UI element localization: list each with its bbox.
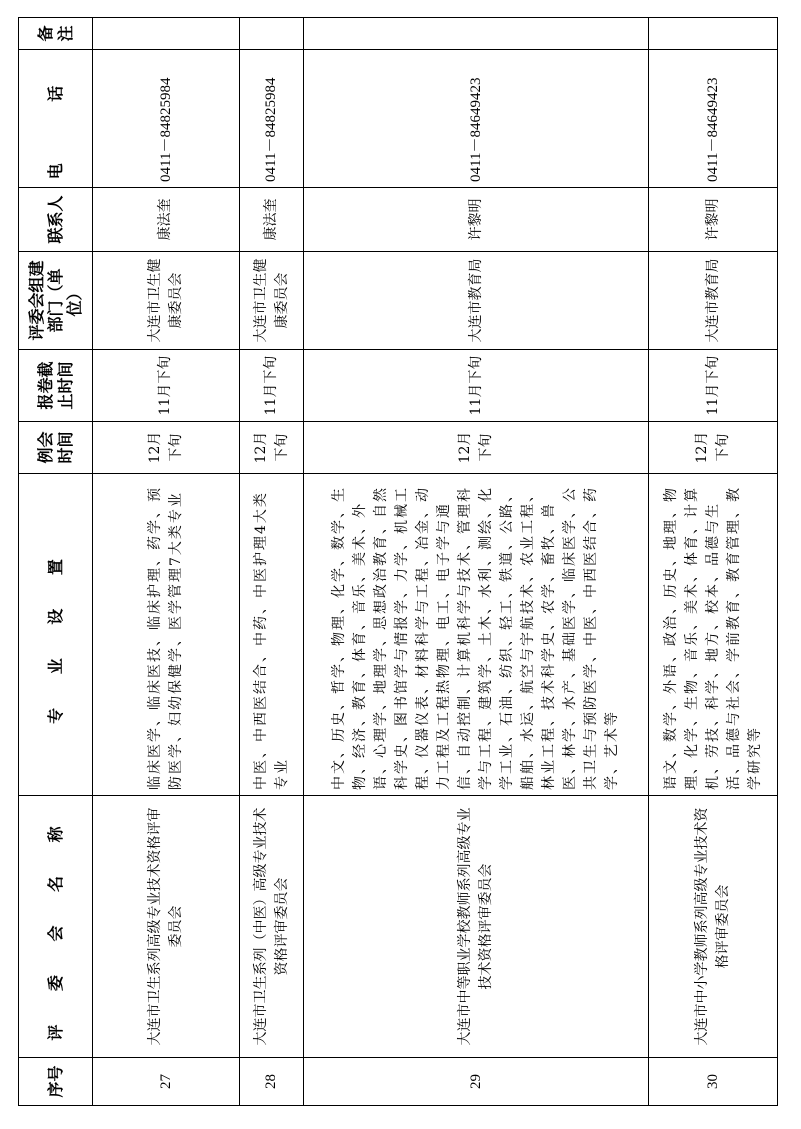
header-dept: 评委会组建部门（单位） [19, 252, 93, 350]
row-seq: 27 [93, 1058, 240, 1106]
rotated-table-frame [18, 18, 778, 1106]
row-dept: 大连市卫生健康委员会 [239, 252, 303, 350]
header-row [19, 18, 93, 1106]
rotated-table-inner [18, 18, 778, 1106]
table-row [304, 18, 649, 1106]
row-phone: 0411－84825984 [93, 50, 240, 188]
row-dept: 大连市教育局 [649, 252, 778, 350]
table-row [239, 18, 303, 1106]
row-remark [239, 18, 303, 50]
row-name: 大连市卫生系列（中医）高级专业技术资格评审委员会 [239, 796, 303, 1058]
row-dept: 大连市教育局 [304, 252, 649, 350]
row-seq: 30 [649, 1058, 778, 1106]
row-phone: 0411－84649423 [649, 50, 778, 188]
row-dept: 大连市卫生健康委员会 [93, 252, 240, 350]
row-phone: 0411－84649423 [304, 50, 649, 188]
row-deadline: 11月下旬 [304, 350, 649, 422]
row-name: 大连市卫生系列高级专业技术资格评审委员会 [93, 796, 240, 1058]
header-contact: 联系人 [19, 188, 93, 252]
header-remark: 备注 [19, 18, 93, 50]
row-deadline: 11月下旬 [649, 350, 778, 422]
header-specialty: 专 业 设 置 [19, 474, 93, 796]
row-contact: 康法奎 [239, 188, 303, 252]
header-phone: 电 话 [19, 50, 93, 188]
row-specialty: 中文、历史、哲学、物理、化学、数学、生物、经济、教育、体育、音乐、美术、外语、心理学、地理学、思想政治教育、自然科学史、图书馆学与情报学、力学、机械工程、仪器仪表、材料科学与工程、冶金、动力工程及工程热物理、电工、电子学与通信、自动控制、计算机科学与技术、管理科学与工程、建筑学、土木、水利、测绘、化学工业、石油、纺织、轻工、铁道、公路、船舶、水运、航空与宇航技术、农业工程、林业工程、技术科学史、农学、畜牧、兽医、林学、水产、基础医学、临床医学、公共卫生与预防医学、中医、中西医结合、药学、艺术等 [304, 474, 649, 796]
row-seq: 28 [239, 1058, 303, 1106]
row-remark [649, 18, 778, 50]
row-meeting-time: 12月下旬 [239, 422, 303, 474]
row-meeting-time: 12月下旬 [93, 422, 240, 474]
row-deadline: 11月下旬 [93, 350, 240, 422]
row-remark [304, 18, 649, 50]
row-contact: 许黎明 [649, 188, 778, 252]
row-specialty: 临床医学、临床医技、临床护理、药学、预防医学、妇幼保健学、医学管理7大类专业 [93, 474, 240, 796]
row-name: 大连市中小学教师系列高级专业技术资格评审委员会 [649, 796, 778, 1058]
row-phone: 0411－84825984 [239, 50, 303, 188]
header-seq: 序号 [19, 1058, 93, 1106]
header-meeting-time: 例会时间 [19, 422, 93, 474]
header-name: 评 委 会 名 称 [19, 796, 93, 1058]
review-committee-table [18, 17, 778, 1106]
row-contact: 许黎明 [304, 188, 649, 252]
row-specialty: 中医、中西医结合、中药、中医护理4大类专业 [239, 474, 303, 796]
row-name: 大连市中等职业学校教师系列高级专业技术资格评审委员会 [304, 796, 649, 1058]
row-meeting-time: 12月下旬 [649, 422, 778, 474]
row-contact: 康法奎 [93, 188, 240, 252]
row-remark [93, 18, 240, 50]
table-row [649, 18, 778, 1106]
table-row [93, 18, 240, 1106]
row-specialty: 语文、数学、外语、政治、历史、地理、物理、化学、生物、音乐、美术、体育、计算机、劳技、科学、地方、校本、品德与生活、品德与社会、学前教育、教育管理、教学研究等 [649, 474, 778, 796]
row-seq: 29 [304, 1058, 649, 1106]
header-deadline: 报卷截止时间 [19, 350, 93, 422]
row-deadline: 11月下旬 [239, 350, 303, 422]
row-meeting-time: 12月下旬 [304, 422, 649, 474]
